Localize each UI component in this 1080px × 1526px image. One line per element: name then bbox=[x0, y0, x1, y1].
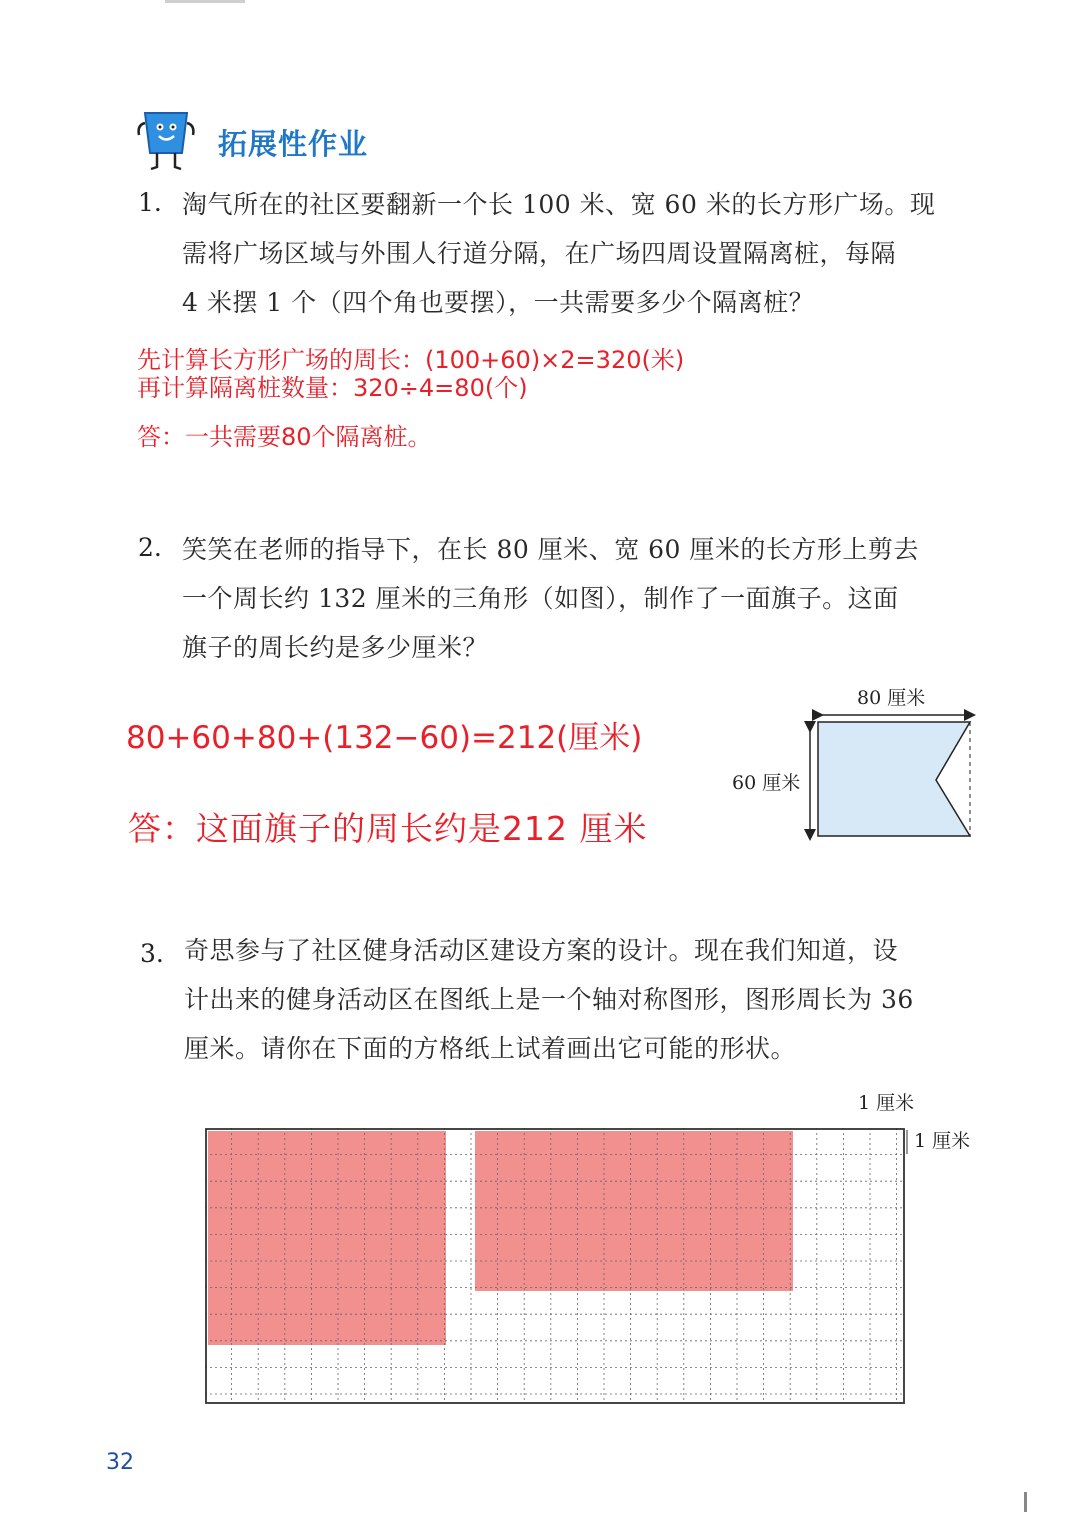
answer-1-conclusion: 答：一共需要80个隔离桩。 bbox=[137, 423, 432, 451]
grid-unit-label-vertical: 1 厘米 bbox=[914, 1130, 971, 1152]
answer-2-equation: 80+60+80+(132−60)=212(厘米) bbox=[126, 720, 643, 756]
question-2-line: 笑笑在老师的指导下，在长 80 厘米、宽 60 厘米的长方形上剪去 bbox=[182, 535, 919, 564]
top-edge-line bbox=[165, 0, 245, 3]
blue-cup-mascot-icon bbox=[133, 105, 199, 175]
question-1-text bbox=[182, 180, 982, 327]
question-3-line: 厘米。请你在下面的方格纸上试着画出它可能的形状。 bbox=[184, 1034, 797, 1063]
scan-mark bbox=[1024, 1492, 1027, 1512]
question-1-line: 4 米摆 1 个（四个角也要摆），一共需要多少个隔离桩？ bbox=[182, 288, 815, 317]
question-1-line: 需将广场区域与外围人行道分隔，在广场四周设置隔离桩，每隔 bbox=[182, 239, 897, 268]
question-3-number: 3. bbox=[140, 939, 164, 968]
question-2-line: 一个周长约 132 厘米的三角形（如图），制作了一面旗子。这面 bbox=[182, 584, 899, 613]
grid-paper bbox=[205, 1128, 910, 1414]
question-2-text bbox=[182, 525, 982, 672]
flag-width-label: 80 厘米 bbox=[857, 687, 926, 709]
flag-shape bbox=[818, 722, 970, 836]
question-3-line: 计出来的健身活动区在图纸上是一个轴对称图形，图形周长为 36 bbox=[184, 985, 914, 1014]
question-2-line: 旗子的周长约是多少厘米？ bbox=[182, 633, 489, 662]
question-1-line: 淘气所在的社区要翻新一个长 100 米、宽 60 米的长方形广场。现 bbox=[182, 190, 936, 219]
question-3-line: 奇思参与了社区健身活动区建设方案的设计。现在我们知道，设 bbox=[184, 936, 899, 965]
section-title: 拓展性作业 bbox=[218, 127, 369, 161]
question-1-number: 1. bbox=[138, 188, 162, 217]
question-3-text bbox=[184, 926, 984, 1073]
question-2-number: 2. bbox=[138, 533, 162, 562]
answer-1-step-1: 先计算长方形广场的周长：(100+60)×2=320(米) bbox=[137, 346, 685, 374]
shaded-shape-region bbox=[208, 1131, 446, 1345]
page-number: 32 bbox=[106, 1450, 134, 1475]
grid-unit-label-horizontal: 1 厘米 bbox=[858, 1092, 915, 1114]
flag-diagram bbox=[798, 705, 978, 845]
answer-1-step-2: 再计算隔离桩数量：320÷4=80(个) bbox=[137, 374, 528, 402]
answer-2-conclusion: 答：这面旗子的周长约是212 厘米 bbox=[128, 809, 648, 848]
flag-height-label: 60 厘米 bbox=[732, 772, 801, 794]
